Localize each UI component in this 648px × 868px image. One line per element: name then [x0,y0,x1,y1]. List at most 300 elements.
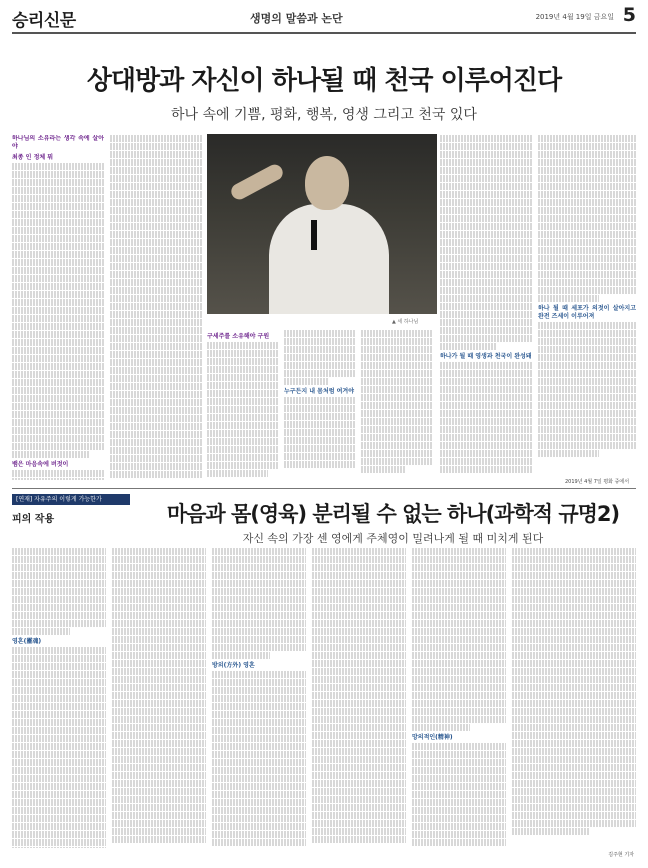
story1-column-4 [284,330,356,480]
text-line [312,756,406,763]
text-line [112,580,206,587]
text-line [512,812,636,819]
text-line [110,423,202,430]
text-line [12,323,104,330]
text-line [110,343,202,350]
text-line [112,612,206,619]
text-line [110,143,202,150]
photo-figure-arm [229,162,286,202]
text-line [538,151,636,158]
text-line [212,799,306,806]
text-line [512,828,589,835]
text-line [412,604,506,611]
text-line [12,371,104,378]
text-line [212,548,306,555]
story2-column-2 [112,548,206,848]
text-line [512,596,636,603]
text-line [207,390,279,397]
text-line [440,223,532,230]
text-line [312,740,406,747]
microphone-icon [311,220,317,250]
story2-column-6 [512,548,636,846]
photo-caption: ▲ 세 하나님 [392,319,419,325]
text-line [112,644,206,651]
text-line [12,687,106,694]
text-line [110,463,202,470]
text-line [112,732,206,739]
text-line [110,279,202,286]
text-line [512,700,636,707]
text-line [312,772,406,779]
text-line [12,580,106,587]
text-line [12,711,106,718]
text-line [412,692,506,699]
text-line [312,724,406,731]
text-line [312,660,406,667]
text-line [538,247,636,254]
text-line [538,263,636,270]
text-line [212,636,306,643]
text-line [212,727,306,734]
text-line [110,351,202,358]
text-line [12,379,104,386]
story1-column-5 [361,330,433,480]
text-line [512,660,636,667]
text-line [12,315,104,322]
text-line [110,175,202,182]
text-line [512,692,636,699]
text-line [412,751,506,758]
text-line [110,407,202,414]
text-line [412,564,506,571]
text-line [12,243,104,250]
text-line [538,183,636,190]
text-line [284,405,356,412]
text-line [284,330,356,337]
text-line [512,772,636,779]
text-line [312,788,406,795]
text-line [512,732,636,739]
text-line [512,668,636,675]
text-line [412,815,506,822]
text-line [110,439,202,446]
text-line [361,410,433,417]
text-line [12,363,104,370]
text-line [12,596,106,603]
text-line [412,759,506,766]
text-line [512,580,636,587]
text-line [312,812,406,819]
text-line [12,259,104,266]
text-line [312,588,406,595]
text-line [112,636,206,643]
text-line [312,716,406,723]
text-line [110,431,202,438]
text-line [110,287,202,294]
text-line [112,724,206,731]
text-line [312,700,406,707]
text-line [212,612,306,619]
text-line [12,679,106,686]
text-line [112,836,206,843]
text-line [361,450,433,457]
text-line [440,255,532,262]
text-line [440,466,532,473]
story1-column-6 [440,135,532,480]
text-line [312,820,406,827]
story1-end-note: 2019년 4월 7일 평화 중에서 [565,479,630,485]
text-line [12,267,104,274]
text-line [512,612,636,619]
text-line [512,756,636,763]
text-line [512,716,636,723]
text-line [440,151,532,158]
text-line [538,135,636,142]
text-line [212,556,306,563]
text-line [12,556,106,563]
text-line [538,386,636,393]
text-line [312,580,406,587]
text-line [212,711,306,718]
text-line [284,362,356,369]
text-line [12,355,104,362]
text-line [212,679,306,686]
text-line [110,231,202,238]
text-line [440,287,532,294]
text-line [284,338,356,345]
text-line [12,663,106,670]
text-line [512,788,636,795]
text-line [440,183,532,190]
text-line [538,442,636,449]
text-line [12,743,106,750]
text-line [212,831,306,838]
story1-column-2 [110,135,202,480]
text-line [112,828,206,835]
text-line [440,263,532,270]
story1-subheadline: 하나 속에 기쁨, 평화, 행복, 영생 그리고 천국 있다 [171,107,477,123]
text-line [212,807,306,814]
text-line [112,572,206,579]
text-line [12,331,104,338]
text-line [110,335,202,342]
text-line [112,700,206,707]
text-line [412,700,506,707]
story1-column-7 [538,135,636,475]
text-line [112,620,206,627]
story1-subhead-4: 하나가 될 때 영생과 천국이 완성돼 [440,353,532,360]
text-line [538,215,636,222]
text-line [110,471,202,478]
text-line [440,386,532,393]
text-line [440,295,532,302]
text-line [440,426,532,433]
text-line [538,418,636,425]
text-line [110,359,202,366]
text-line [538,159,636,166]
text-line [440,279,532,286]
text-line [412,724,470,731]
text-line [284,421,356,428]
story2-column-4 [312,548,406,848]
text-line [112,716,206,723]
text-line [212,759,306,766]
text-line [412,716,506,723]
photo-figure-body [269,204,389,314]
text-line [110,327,202,334]
text-line [207,406,279,413]
text-line [207,350,279,357]
text-line [538,394,636,401]
text-line [361,338,433,345]
text-line [284,429,356,436]
text-line [212,652,270,659]
text-line [512,740,636,747]
text-line [112,676,206,683]
text-line [538,450,599,457]
text-line [212,596,306,603]
text-line [440,394,532,401]
text-line [12,195,104,202]
story1-subhead-2: 구세주를 소유해야 구원 [207,333,270,340]
story1-column-3 [207,330,279,480]
text-line [12,719,106,726]
text-line [312,668,406,675]
text-line [440,458,532,465]
story2-subhead-3: 망의적인(精神) [412,734,453,741]
text-line [538,143,636,150]
text-line [312,564,406,571]
text-line [440,303,532,310]
text-line [112,564,206,571]
text-line [312,548,406,555]
text-line [312,628,406,635]
text-line [412,775,506,782]
text-line [12,847,106,848]
text-line [412,743,506,750]
text-line [440,370,532,377]
text-line [12,839,106,846]
text-line [212,695,306,702]
text-line [361,466,406,473]
text-line [512,628,636,635]
text-line [538,271,636,278]
text-line [112,804,206,811]
text-line [312,804,406,811]
text-line [412,668,506,675]
text-line [12,695,106,702]
text-line [440,319,532,326]
text-line [212,791,306,798]
text-line [312,596,406,603]
text-line [12,612,106,619]
text-line [412,652,506,659]
text-line [440,143,532,150]
text-line [12,291,104,298]
text-line [12,347,104,354]
text-line [110,375,202,382]
text-line [412,831,506,838]
text-line [412,783,506,790]
text-line [312,836,406,843]
text-line [110,295,202,302]
text-line [412,628,506,635]
story2-subheadline: 자신 속의 가장 센 영에게 주체영이 밀려나게 될 때 미치게 된다 [242,532,544,545]
story1-subhead-3: 누구든지 내 몸처럼 여겨야 [284,388,355,395]
text-line [412,660,506,667]
text-line [212,775,306,782]
text-line [538,354,636,361]
text-line [12,799,106,806]
text-line [212,588,306,595]
text-line [538,410,636,417]
text-line [512,796,636,803]
story2-subhead-2: 방외(方外) 영혼 [212,662,255,669]
text-line [212,743,306,750]
text-line [110,271,202,278]
text-line [12,419,104,426]
text-line [312,612,406,619]
text-line [207,342,279,349]
text-line [112,788,206,795]
text-line [512,588,636,595]
text-line [440,239,532,246]
story1-photo [207,134,437,314]
text-line [12,628,70,635]
text-line [110,239,202,246]
text-line [112,556,206,563]
text-line [110,167,202,174]
text-line [284,346,356,353]
text-line [12,759,106,766]
text-line [212,687,306,694]
photo-figure-head [305,156,349,210]
page-number: 5 [622,4,636,26]
text-line [512,548,636,555]
text-line [112,748,206,755]
text-line [110,447,202,454]
text-line [112,756,206,763]
text-line [112,628,206,635]
text-line [312,732,406,739]
text-line [440,135,532,142]
text-line [212,815,306,822]
text-line [207,430,279,437]
text-line [440,378,532,385]
text-line [538,295,599,302]
text-line [110,399,202,406]
text-line [440,159,532,166]
text-line [361,426,433,433]
text-line [12,751,106,758]
text-line [361,418,433,425]
text-line [12,671,106,678]
text-line [12,299,104,306]
text-line [12,235,104,242]
text-line [284,453,356,460]
text-line [361,330,433,337]
text-line [412,636,506,643]
text-line [361,354,433,361]
text-line [361,370,433,377]
text-line [312,636,406,643]
text-line [110,135,202,142]
text-line [12,775,106,782]
text-line [12,783,106,790]
story1-lead: 하나님의 소유라는 생각 속에 살아야 [12,135,104,150]
text-line [284,461,356,468]
text-line [512,636,636,643]
text-line [538,199,636,206]
text-line [512,748,636,755]
text-line [538,167,636,174]
text-line [512,764,636,771]
text-line [538,346,636,353]
text-line [207,398,279,405]
story2-column-3 [212,548,306,848]
text-line [12,395,104,402]
text-line [12,171,104,178]
text-line [312,692,406,699]
text-line [12,403,104,410]
text-line [112,652,206,659]
text-line [312,828,406,835]
text-line [12,735,106,742]
text-line [440,271,532,278]
text-line [361,362,433,369]
section-title: 생명의 말씀과 논단 [250,12,343,25]
text-line [112,764,206,771]
text-line [512,604,636,611]
text-line [440,207,532,214]
text-line [412,580,506,587]
text-line [312,780,406,787]
text-line [112,604,206,611]
text-line [538,370,636,377]
story2-column-5 [412,548,506,848]
text-line [440,335,532,342]
text-line [207,358,279,365]
text-line [207,422,279,429]
text-line [110,159,202,166]
text-line [440,191,532,198]
text-line [312,748,406,755]
text-line [512,620,636,627]
issue-date: 2019년 4월 19일 금요일 [535,13,614,21]
reporter-byline: 김주현 기자 [608,852,634,858]
text-line [538,426,636,433]
section-rule [12,488,636,489]
top-rule [12,32,636,34]
text-line [412,572,506,579]
text-line [412,708,506,715]
text-line [440,402,532,409]
text-line [361,402,433,409]
text-line [12,339,104,346]
text-line [12,647,106,654]
text-line [538,330,636,337]
text-line [110,303,202,310]
masthead [12,6,636,30]
text-line [212,564,306,571]
text-line [12,791,106,798]
text-line [312,676,406,683]
text-line [538,175,636,182]
text-line [440,215,532,222]
text-line [284,354,356,361]
text-line [110,263,202,270]
text-line [412,548,506,555]
